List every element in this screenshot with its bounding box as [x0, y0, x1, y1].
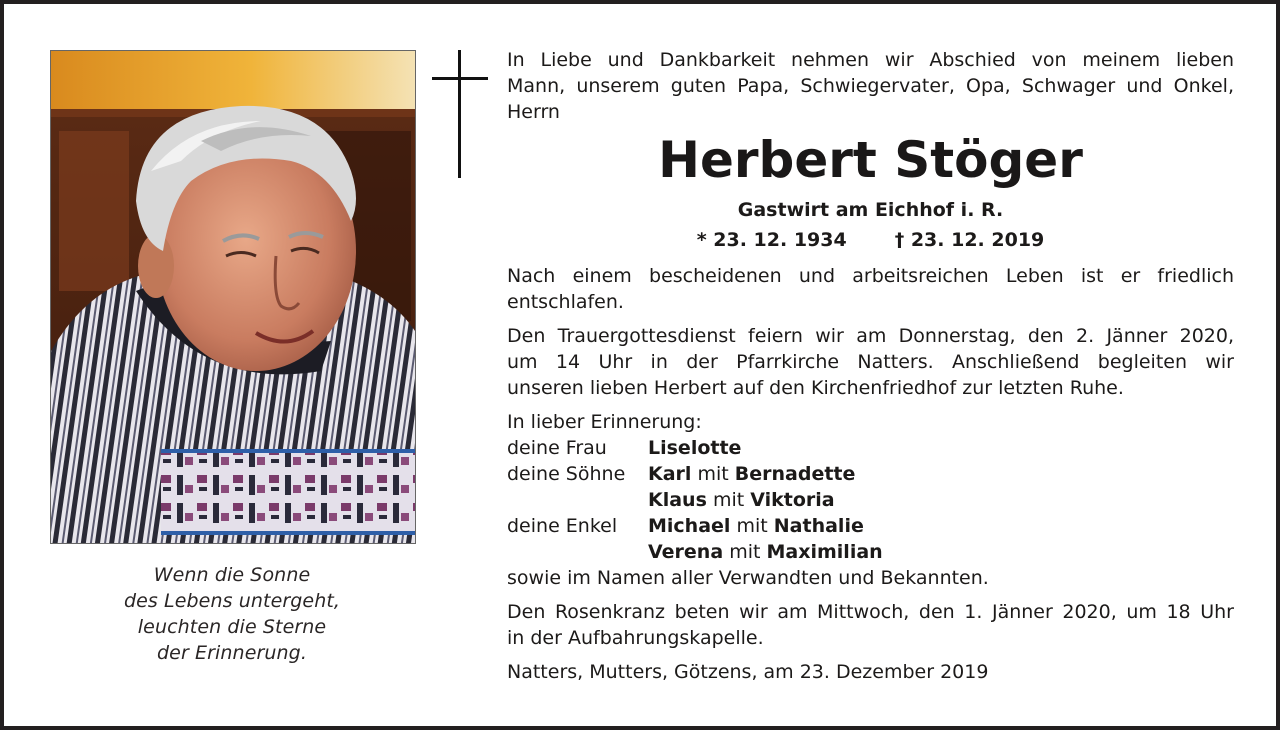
family-row — [507, 487, 1234, 513]
family-member: Viktoria — [750, 489, 835, 511]
paragraph-line: entschlafen. — [507, 291, 624, 313]
quote-line: der Erinnerung. — [157, 642, 307, 664]
quote-line: leuchten die Sterne — [137, 616, 327, 638]
family-row — [507, 461, 1234, 487]
paragraph-line: um 14 Uhr in der Pfarrkirche Natters. Anschließend begleiten wir — [507, 351, 1234, 373]
family-member: Nathalie — [773, 515, 864, 537]
family-list — [507, 435, 1234, 565]
family-member: Liselotte — [648, 437, 742, 459]
place-date: Natters, Mutters, Götzens, am 23. Dezember 2019 — [507, 661, 989, 683]
relation-label: deine Söhne — [507, 463, 626, 485]
intro-line: Mann, unserem guten Papa, Schwiegervater, Opa, Schwager und Onkel, — [507, 75, 1234, 97]
service-paragraph — [507, 323, 1234, 401]
cross-icon — [432, 50, 488, 178]
family-row — [507, 513, 1234, 539]
paragraph-line: in der Aufbahrungskapelle. — [507, 627, 764, 649]
paragraph-line: Den Trauergottesdienst feiern wir am Donnerstag, den 2. Jänner 2020, — [507, 325, 1234, 347]
paragraph-line: Den Rosenkranz beten wir am Mittwoch, den 1. Jänner 2020, um 18 Uhr — [507, 601, 1234, 623]
family-member: Maximilian — [766, 541, 883, 563]
life-dates — [507, 227, 1234, 253]
family-row — [507, 435, 1234, 461]
family-member: Bernadette — [734, 463, 856, 485]
paragraph-line: Nach einem bescheidenen und arbeitsreichen Leben ist er friedlich — [507, 265, 1234, 287]
family-member: Klaus — [648, 489, 707, 511]
family-row — [507, 539, 1234, 565]
obituary-text — [507, 47, 1234, 685]
family-member: Karl — [648, 463, 692, 485]
deceased-profession: Gastwirt am Eichhof i. R. — [737, 199, 1004, 221]
quote-line: Wenn die Sonne — [153, 564, 311, 586]
relation-label: deine Enkel — [507, 515, 618, 537]
family-member: Michael — [648, 515, 731, 537]
quote-line: des Lebens untergeht, — [123, 590, 341, 612]
deceased-name: Herbert Stöger — [658, 131, 1083, 189]
birth-date: * 23. 12. 1934 — [696, 229, 847, 251]
connector-text: mit — [729, 541, 761, 563]
memorial-quote — [50, 562, 414, 666]
relation-label: deine Frau — [507, 437, 607, 459]
intro-line: In Liebe und Dankbarkeit nehmen wir Abschied von meinem lieben — [507, 49, 1234, 71]
connector-text: mit — [736, 515, 768, 537]
death-date: † 23. 12. 2019 — [894, 229, 1045, 251]
connector-text: mit — [697, 463, 729, 485]
paragraph-line: unseren lieben Herbert auf den Kirchenfriedhof zur letzten Ruhe. — [507, 377, 1124, 399]
intro-text — [507, 47, 1234, 125]
intro-line: Herrn — [507, 101, 560, 123]
connector-text: mit — [712, 489, 745, 511]
memory-heading: In lieber Erinnerung: — [507, 411, 702, 433]
portrait-photo — [50, 50, 416, 544]
life-paragraph — [507, 263, 1234, 315]
family-member: Verena — [648, 541, 724, 563]
relatives-line: sowie im Namen aller Verwandten und Bekannten. — [507, 567, 989, 589]
rosary-paragraph — [507, 599, 1234, 651]
